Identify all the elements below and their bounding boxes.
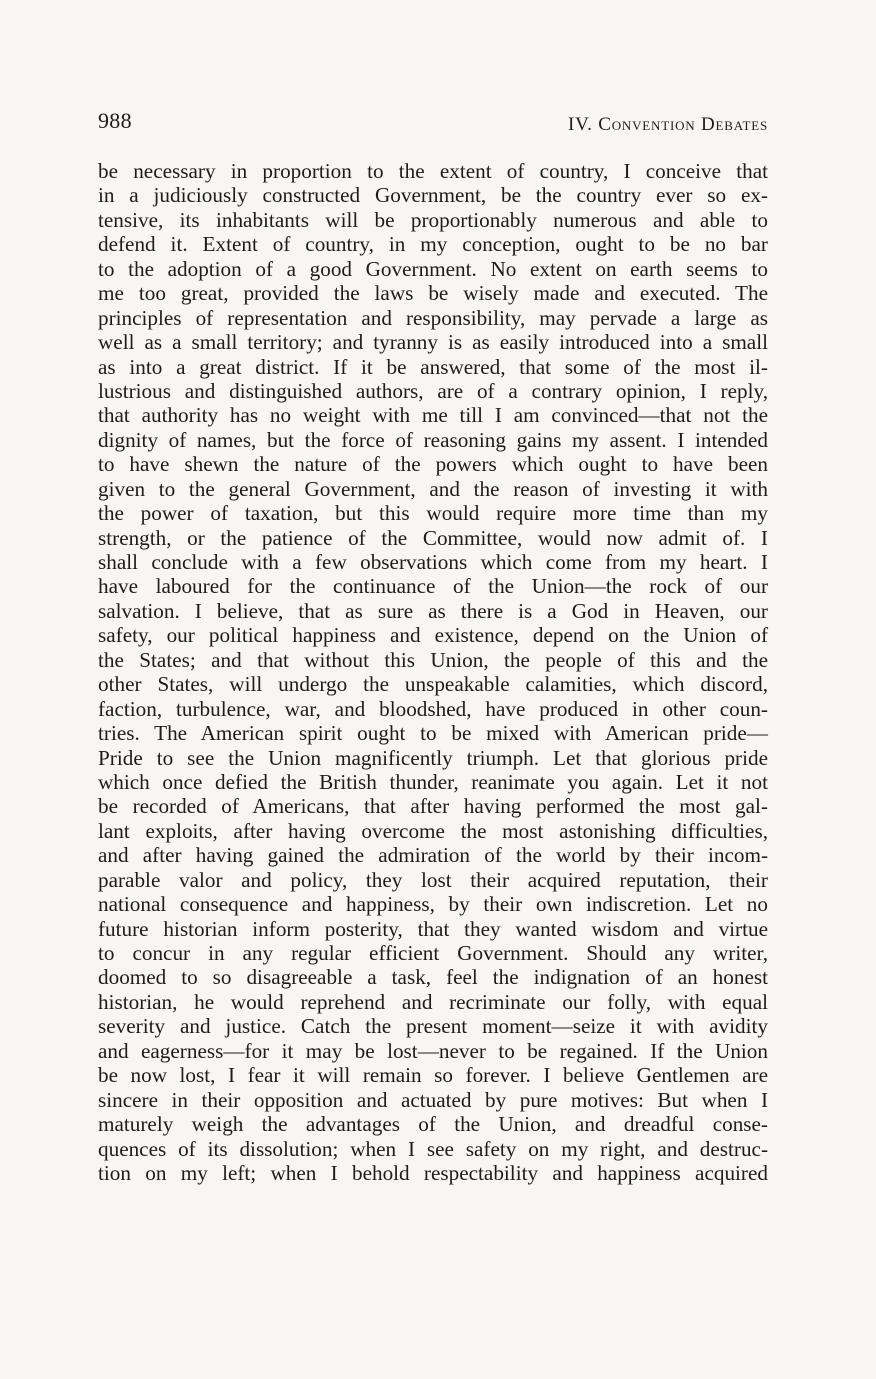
text-line: parable valor and policy, they lost their acquired reputation, their (98, 867, 768, 892)
text-line: lant exploits, after having overcome the most astonishing difficulties, (98, 818, 768, 843)
text-line: sincere in their opposition and actuated by pure motives: But when I (98, 1087, 768, 1112)
text-line: national consequence and happiness, by their own indiscretion. Let no (98, 892, 768, 917)
body-text (98, 159, 768, 1185)
text-line: be recorded of Americans, that after having performed the most gal- (98, 794, 768, 819)
running-head: IV. Convention Debates (567, 114, 768, 135)
page-number: 988 (98, 108, 132, 133)
text-line: historian, he would reprehend and recriminate our folly, with equal (98, 989, 768, 1014)
text-line: other States, will undergo the unspeakable calamities, which discord, (98, 672, 768, 697)
text-line: severity and justice. Catch the present moment—seize it with avidity (98, 1014, 768, 1039)
text-line: me too great, provided the laws be wisely made and executed. The (98, 281, 768, 306)
text-line: tries. The American spirit ought to be mixed with American pride— (98, 721, 768, 746)
text-line: doomed to so disagreeable a task, feel the indignation of an honest (98, 965, 768, 990)
text-line: have laboured for the continuance of the Union—the rock of our (98, 574, 768, 599)
text-line: defend it. Extent of country, in my conception, ought to be no bar (98, 232, 768, 257)
text-line: well as a small territory; and tyranny is as easily introduced into a small (98, 330, 768, 355)
text-line: and after having gained the admiration of the world by their incom- (98, 843, 768, 868)
text-line: given to the general Government, and the reason of investing it with (98, 476, 768, 501)
text-line: in a judiciously constructed Government, be the country ever so ex- (98, 183, 768, 208)
page-header (98, 108, 768, 138)
text-line: salvation. I believe, that as sure as there is a God in Heaven, our (98, 598, 768, 623)
text-line: to the adoption of a good Government. No extent on earth seems to (98, 256, 768, 281)
text-line: future historian inform posterity, that they wanted wisdom and virtue (98, 916, 768, 941)
text-line: quences of its dissolution; when I see safety on my right, and destruc- (98, 1136, 768, 1161)
text-line: strength, or the patience of the Committee, would now admit of. I (98, 525, 768, 550)
text-line: safety, our political happiness and existence, depend on the Union of (98, 623, 768, 648)
text-line: the power of taxation, but this would require more time than my (98, 501, 768, 526)
text-line: the States; and that without this Union, the people of this and the (98, 647, 768, 672)
text-line: which once defied the British thunder, reanimate you again. Let it not (98, 769, 768, 794)
text-line: that authority has no weight with me till I am convinced—that not the (98, 403, 768, 428)
text-line: principles of representation and responsibility, may pervade a large as (98, 305, 768, 330)
text-line: be necessary in proportion to the extent of country, I conceive that (98, 159, 768, 183)
text-line: faction, turbulence, war, and bloodshed, have produced in other coun- (98, 696, 768, 721)
text-line: lustrious and distinguished authors, are of a contrary opinion, I reply, (98, 378, 768, 403)
text-line: dignity of names, but the force of reasoning gains my assent. I intended (98, 427, 768, 452)
text-line: maturely weigh the advantages of the Union, and dreadful conse- (98, 1112, 768, 1137)
text-line: tensive, its inhabitants will be proportionably numerous and able to (98, 207, 768, 232)
text-line: tion on my left; when I behold respectability and happiness acquired (98, 1160, 768, 1185)
text-line: Pride to see the Union magnificently triumph. Let that glorious pride (98, 745, 768, 770)
text-line: be now lost, I fear it will remain so forever. I believe Gentlemen are (98, 1063, 768, 1088)
text-line: to concur in any regular efficient Government. Should any writer, (98, 941, 768, 965)
text-line: and eagerness—for it may be lost—never to be regained. If the Union (98, 1038, 768, 1063)
text-line: shall conclude with a few observations which come from my heart. I (98, 550, 768, 574)
text-line: as into a great district. If it be answered, that some of the most il- (98, 354, 768, 379)
text-line: to have shewn the nature of the powers which ought to have been (98, 452, 768, 477)
